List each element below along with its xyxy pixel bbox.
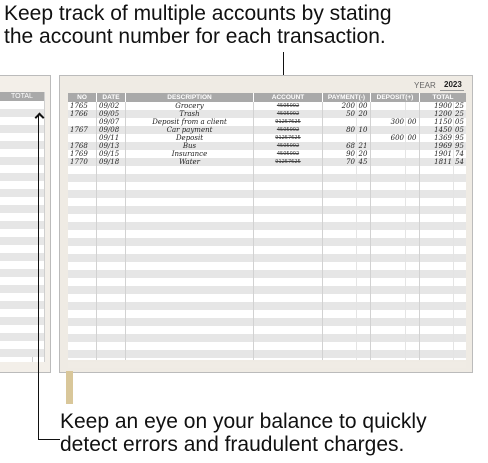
left-empty-row [0, 101, 44, 109]
cell-description: Trash [179, 110, 200, 118]
cell-date: 09/08 [99, 126, 120, 134]
empty-table-row [68, 230, 466, 238]
cell-account: 4505002 [276, 151, 300, 157]
cell-deposit: 600 [390, 134, 404, 142]
top-caption [4, 2, 392, 48]
cell-description: Grocery [175, 102, 204, 110]
cell-total: 1369 [434, 134, 452, 142]
empty-table-row [68, 238, 466, 246]
cell-no [70, 118, 95, 126]
empty-table-row [68, 166, 466, 174]
header-no: NO [68, 93, 96, 102]
header-description: DESCRIPTION [126, 93, 253, 102]
cell-account: 4505002 [276, 143, 300, 149]
cell-payment-c: 21 [358, 142, 368, 150]
bottom-caption [60, 410, 427, 456]
page-bottom-margin [68, 362, 466, 368]
empty-table-row [68, 310, 466, 318]
cell-total: 1150 [434, 118, 452, 126]
left-page [0, 75, 51, 373]
bottom-caption-line-1: Keep an eye on your balance to quickly [60, 410, 427, 433]
cell-payment-c: 10 [358, 126, 368, 134]
header-payment: PAYMENT(-) [323, 93, 370, 102]
cell-deposit [372, 150, 404, 158]
left-total-header: TOTAL [0, 92, 44, 101]
table-row [68, 102, 466, 110]
cell-total: 1450 [434, 126, 452, 134]
cell-total: 1900 [434, 102, 452, 110]
empty-table-row [68, 214, 466, 222]
cell-deposit [372, 158, 404, 166]
bookmark-ribbon [66, 371, 73, 404]
cell-date: 09/07 [99, 118, 120, 126]
cell-total-c: 95 [455, 142, 464, 150]
column-divider [125, 102, 126, 360]
cell-no: 1767 [70, 126, 88, 134]
empty-table-row [68, 326, 466, 334]
cell-deposit-c [406, 110, 418, 118]
cell-total-c: 95 [455, 134, 464, 142]
empty-table-row [68, 302, 466, 310]
cell-payment [324, 118, 355, 126]
cell-no: 1768 [70, 142, 88, 150]
cell-no: 1770 [70, 158, 88, 166]
cell-no: 1765 [70, 102, 88, 110]
cell-payment-c: 20 [358, 150, 368, 158]
empty-table-row [68, 262, 466, 270]
cell-account: 4505002 [276, 111, 300, 117]
top-caption-line-2: the account number for each transaction. [4, 25, 386, 48]
cell-payment-c [357, 134, 369, 142]
empty-table-row [68, 206, 466, 214]
empty-table-row [68, 190, 466, 198]
cell-description: Water [178, 158, 201, 166]
ledger-table [68, 93, 466, 360]
cell-deposit [372, 126, 404, 134]
column-divider [405, 102, 406, 360]
cell-payment: 90 [346, 150, 355, 158]
cell-account: 4505002 [276, 103, 300, 109]
cell-deposit: 300 [390, 118, 404, 126]
cell-date: 09/18 [99, 158, 120, 166]
empty-table-row [68, 222, 466, 230]
cell-deposit-c [406, 102, 418, 110]
bottom-pointer-horizontal [38, 439, 60, 440]
cell-date: 09/02 [99, 102, 120, 110]
bottom-caption-line-2: detect errors and fraudulent charges. [60, 433, 405, 456]
cell-total-c: 25 [455, 102, 464, 110]
cell-payment [324, 134, 355, 142]
header-deposit: DEPOSIT(+) [371, 93, 419, 102]
cell-payment-c: 45 [358, 158, 368, 166]
cell-payment-c: 20 [358, 110, 368, 118]
empty-table-row [68, 318, 466, 326]
empty-table-row [68, 294, 466, 302]
cell-deposit-c [406, 142, 418, 150]
cell-deposit [372, 142, 404, 150]
cell-deposit-c [406, 158, 418, 166]
table-row [68, 150, 466, 158]
bottom-pointer-vertical [38, 114, 39, 440]
cell-payment: 200 [341, 102, 355, 110]
empty-table-row [68, 270, 466, 278]
cell-deposit-c [406, 150, 418, 158]
cell-no: 1769 [70, 150, 88, 158]
cell-total-c: 74 [455, 150, 464, 158]
empty-table-row [68, 342, 466, 350]
empty-table-row [68, 182, 466, 190]
cell-date: 09/11 [99, 134, 120, 142]
cell-total-c: 05 [455, 126, 464, 134]
cell-deposit [372, 102, 404, 110]
cell-total: 1200 [434, 110, 452, 118]
table-row [68, 118, 466, 126]
cell-description: Deposit from a client [152, 118, 227, 126]
column-divider [322, 102, 323, 360]
empty-table-row [68, 254, 466, 262]
header-total: TOTAL [420, 93, 466, 102]
table-row [68, 142, 466, 150]
year-label: YEAR [414, 81, 436, 90]
empty-table-row [68, 198, 466, 206]
cell-payment-c [357, 118, 369, 126]
header-date: DATE [97, 93, 125, 102]
cell-account: 91257625 [275, 119, 301, 125]
column-divider [253, 102, 254, 360]
cell-no [70, 134, 95, 142]
year-underline [440, 90, 464, 91]
empty-table-row [68, 246, 466, 254]
table-row [68, 126, 466, 134]
cell-description: Deposit [175, 134, 204, 142]
cell-no: 1766 [70, 110, 88, 118]
cell-account: 91257625 [275, 135, 301, 141]
column-divider [453, 102, 454, 360]
year-value: 2023 [444, 80, 462, 89]
table-row [68, 158, 466, 166]
empty-table-row [68, 286, 466, 294]
cell-deposit-c: 00 [407, 134, 417, 142]
cell-deposit-c: 00 [407, 118, 417, 126]
cell-date: 09/15 [99, 150, 120, 158]
cell-total: 1901 [434, 150, 452, 158]
cell-total-c: 54 [455, 158, 464, 166]
cell-account: 91257625 [275, 159, 301, 165]
empty-table-row [68, 174, 466, 182]
cell-deposit-c [406, 126, 418, 134]
empty-table-row [68, 350, 466, 358]
cell-date: 09/13 [99, 142, 120, 150]
column-divider [419, 102, 420, 360]
table-row [68, 110, 466, 118]
cell-payment-c: 00 [358, 102, 368, 110]
header-account: ACCOUNT [254, 93, 322, 102]
cell-date: 09/05 [99, 110, 120, 118]
table-row [68, 134, 466, 142]
cell-payment: 68 [346, 142, 355, 150]
cell-payment: 70 [346, 158, 355, 166]
empty-table-row [68, 278, 466, 286]
column-divider [356, 102, 357, 360]
cell-description: Insurance [171, 150, 208, 158]
cell-total: 1811 [434, 158, 452, 166]
cell-total-c: 25 [455, 110, 464, 118]
cell-total: 1969 [434, 142, 452, 150]
cell-account: 4505002 [276, 127, 300, 133]
top-caption-line-1: Keep track of multiple accounts by stating [4, 2, 392, 25]
cell-payment: 50 [346, 110, 355, 118]
cell-description: Bus [182, 142, 197, 150]
cell-description: Car payment [166, 126, 213, 134]
column-divider [96, 102, 97, 360]
empty-table-row [68, 334, 466, 342]
cell-total-c: 05 [455, 118, 464, 126]
column-divider [370, 102, 371, 360]
cell-payment: 80 [346, 126, 355, 134]
cell-deposit [372, 110, 404, 118]
